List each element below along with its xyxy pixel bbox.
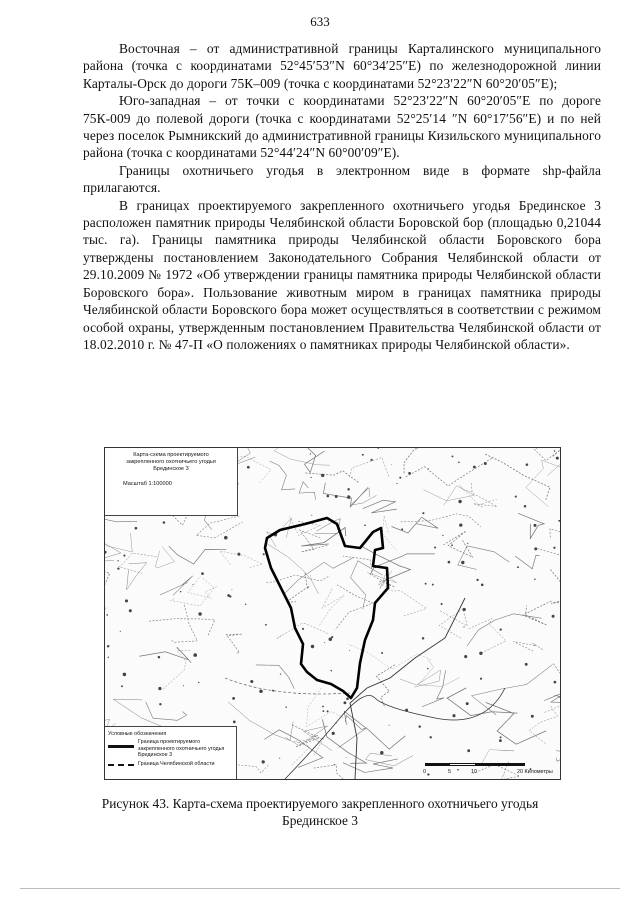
map-settlement-dot	[362, 454, 364, 456]
map-settlement-dot	[233, 721, 236, 724]
map-settlement-dot	[279, 758, 280, 759]
map-road-line	[556, 751, 560, 762]
map-settlement-dot	[428, 468, 429, 469]
map-settlement-dot	[231, 589, 232, 590]
map-settlement-dot	[452, 714, 455, 717]
map-road-line	[270, 461, 295, 490]
map-settlement-dot	[332, 732, 335, 735]
map-settlement-dot	[458, 500, 461, 503]
map-settlement-dot	[311, 645, 314, 648]
map-settlement-dot	[432, 584, 434, 586]
map-road-line	[172, 605, 198, 643]
map-road-line	[366, 753, 414, 766]
map-road-line	[169, 546, 227, 564]
map-road-line	[299, 482, 315, 500]
map-settlement-dot	[484, 462, 487, 465]
map-settlement-dot	[322, 710, 324, 712]
map-road-line	[320, 588, 345, 625]
map-settlement-dot	[224, 536, 228, 540]
figure-caption	[60, 795, 580, 829]
map-road-line	[537, 529, 560, 555]
caption-line-1: Рисунок 43. Карта-схема проектируемого закрепленного охотничьего угодья	[101, 796, 539, 811]
map-settlement-dot	[381, 652, 383, 654]
map-road-line	[439, 609, 467, 639]
map-road-line	[382, 516, 396, 551]
map-title-line-1: Карта-схема проектируемого	[133, 452, 209, 458]
map-road-line	[291, 724, 320, 747]
map-title-line-3: Брединское 3	[153, 466, 189, 472]
map-settlement-dot	[463, 626, 464, 627]
map-settlement-dot	[459, 523, 462, 526]
map-settlement-dot	[125, 599, 128, 602]
map-region-boundary	[225, 678, 350, 694]
map-settlement-dot	[135, 527, 138, 530]
map-settlement-dot	[117, 567, 119, 569]
map-settlement-dot	[347, 488, 349, 490]
map-settlement-dot	[349, 650, 350, 651]
map-settlement-dot	[250, 680, 253, 683]
map-road-line	[139, 647, 191, 663]
map-road-line	[344, 711, 405, 749]
map-road-line	[256, 665, 294, 689]
map-settlement-dot	[129, 609, 132, 612]
map-settlement-dot	[408, 472, 411, 475]
map-settlement-dot	[554, 450, 556, 452]
map-road-line	[405, 458, 492, 486]
map-settlement-dot	[467, 543, 468, 544]
map-settlement-dot	[515, 496, 517, 498]
map-road-line	[550, 570, 560, 604]
map-settlement-dot	[201, 572, 204, 575]
map-settlement-dot	[463, 608, 466, 611]
map-settlement-dot	[473, 466, 476, 469]
map-road-line	[228, 702, 293, 741]
map-road-line	[518, 513, 544, 538]
map-road-line	[267, 518, 292, 547]
map-settlement-dot	[121, 685, 123, 687]
map-road-line	[392, 517, 439, 533]
map-settlement-dot	[378, 448, 379, 449]
map-road-line	[351, 561, 383, 610]
paragraph-nature-monument: В границах проектируемого закрепленного охотничьего угодья Брединское 3 расположен памятник природы Челябинской области Боровской бор (площадью 0,21044 тыс. га). Границы памятника природы Челябинской области Боровского бора утверждены постановлением Законодательного Собрания Челябинской области от 29.10.2009 № 1972 «Об утверждении границы памятника природы Челябинской области Боровского бора». Пользование животным миром в границах памятника природы Челябинской области Боровского бора может осуществляться в соответствии с режимом особой охраны, утвержденным постановлением Правительства Челябинской области от 18.02.2010 г. № 47-П «О положениях о памятниках природы Челябинской области».	[83, 197, 601, 352]
scale-tick-0: 0	[423, 769, 426, 775]
map-settlement-dot	[263, 553, 265, 555]
map-settlement-dot	[448, 561, 451, 564]
map-settlement-dot	[327, 710, 329, 712]
map-settlement-dot	[554, 681, 557, 684]
map-road-line	[163, 650, 191, 689]
map-settlement-dot	[399, 477, 401, 479]
map-settlement-dot	[262, 760, 265, 763]
map-road-line	[526, 448, 560, 461]
map-road-line	[526, 460, 560, 507]
map-settlement-dot	[265, 624, 267, 626]
map-settlement-dot	[327, 495, 330, 498]
legend-region-label: Граница Челябинской области	[138, 760, 215, 767]
map-road-line	[399, 448, 418, 473]
map-settlement-dot	[158, 687, 161, 690]
map-road-line	[171, 578, 215, 606]
map-road-line	[343, 759, 398, 773]
map-road-line	[548, 448, 561, 476]
map-settlement-dot	[105, 551, 107, 554]
map-road-line	[349, 458, 389, 478]
map-settlement-dot	[524, 505, 527, 508]
legend-row-boundary	[108, 739, 233, 758]
legend-boundary-label-1: Граница проектируемого	[138, 739, 201, 746]
map-settlement-dot	[310, 453, 311, 454]
map-road-line	[471, 483, 497, 507]
map-road-line	[105, 532, 132, 552]
map-settlement-dot	[343, 701, 346, 704]
map-settlement-dot	[380, 751, 383, 754]
map-settlement-dot	[237, 553, 240, 556]
map-road-line	[459, 485, 497, 505]
map-road-line	[370, 554, 435, 575]
map-settlement-dot	[389, 725, 390, 726]
map-road-line	[196, 516, 242, 538]
scale-tick-20: 20 Километры	[517, 769, 553, 775]
map-settlement-dot	[434, 547, 436, 549]
map-settlement-dot	[517, 566, 519, 568]
map-settlement-dot	[321, 474, 324, 477]
map-road-line	[379, 582, 427, 616]
map-settlement-dot	[452, 455, 454, 457]
paragraph-shp-files: Границы охотничьего угодья в электронном виде в формате shp-файла прилагаются.	[83, 162, 601, 196]
map-road-line	[283, 557, 354, 594]
map-road-line	[422, 670, 446, 707]
map-settlement-dot	[461, 561, 464, 564]
map-road-line	[266, 543, 318, 594]
map-road-line	[363, 500, 397, 513]
map-settlement-dot	[476, 579, 478, 581]
map-settlement-dot	[322, 706, 324, 708]
map-settlement-dot	[329, 638, 332, 641]
map-road-line	[447, 688, 517, 716]
map-settlement-dot	[451, 544, 453, 546]
paragraph-east-boundary: Восточная – от административной границы Карталинского муниципального района (точка с координатами 52°45′53″N 60°34′25″E) по железнодорожной линии Карталы-Орск до дороги 75К–009 (точка с координатами 52°23′22″N 60°20′05″E);	[83, 41, 601, 91]
map-road-line	[553, 664, 560, 696]
map-road-line	[443, 531, 472, 557]
map-settlement-dot	[227, 594, 230, 597]
map-settlement-dot	[499, 739, 502, 742]
map-road-line	[274, 448, 330, 465]
map-settlement-dot	[556, 457, 559, 460]
paragraph-southwest-boundary: Юго-западная – от точки с координатами 52°23′22″N 60°20′05″E по дороге 75К-009 до полевой дороги (точка с координатами 52°25′14 ″N 60°17′56″E) и по ней через поселок Рымникский до административной границы Кизильского муниципального района (точка с координатами 52°44′24″N 60°00′09″E).	[83, 93, 601, 161]
map-road-line	[146, 702, 187, 721]
map-settlement-dot	[198, 612, 201, 615]
map-settlement-dot	[346, 757, 347, 758]
legend-boundary-label-2: закрепленного охотничьего угодья	[138, 745, 225, 752]
map-road-line	[155, 547, 174, 568]
map-road-line	[467, 614, 542, 646]
map-scheme	[104, 447, 561, 780]
map-road-line	[286, 573, 309, 602]
scale-bar-segment-2	[475, 763, 525, 766]
map-road-line	[423, 486, 474, 505]
map-settlement-dot	[364, 524, 366, 526]
map-settlement-dot	[117, 560, 118, 561]
map-settlement-dot	[534, 547, 537, 550]
map-settlement-dot	[391, 464, 392, 465]
map-settlement-dot	[310, 477, 311, 478]
map-settlement-dot	[418, 725, 420, 727]
map-road-line	[220, 551, 263, 568]
map-road-line	[127, 563, 147, 590]
map-settlement-dot	[401, 528, 403, 530]
map-road-line	[472, 665, 553, 715]
map-settlement-dot	[280, 673, 281, 674]
map-settlement-dot	[302, 628, 304, 630]
legend-boundary-swatch	[108, 745, 134, 748]
map-settlement-dot	[159, 703, 161, 705]
map-settlement-dot	[534, 578, 535, 579]
map-settlement-dot	[467, 749, 470, 752]
legend-boundary-label-3: Брединское 3	[138, 752, 173, 759]
map-road-line	[276, 623, 328, 638]
map-settlement-dot	[552, 615, 555, 618]
map-road-line	[400, 670, 441, 687]
map-road-line	[322, 719, 366, 763]
map-settlement-dot	[430, 736, 432, 738]
map-settlement-dot	[285, 706, 287, 708]
map-settlement-dot	[163, 521, 166, 524]
map-settlement-dot	[310, 575, 311, 576]
scale-tick-5: 5	[448, 769, 451, 775]
page-number: 633	[310, 14, 330, 29]
map-road-line	[367, 571, 396, 589]
map-settlement-dot	[379, 584, 380, 585]
map-settlement-dot	[247, 466, 250, 469]
map-road-line	[401, 514, 481, 527]
map-settlement-dot	[425, 583, 427, 585]
scale-bar-segment-1	[425, 763, 450, 766]
map-settlement-dot	[123, 555, 125, 557]
map-settlement-dot	[331, 636, 333, 638]
map-settlement-dot	[177, 648, 178, 649]
map-road-line	[105, 527, 121, 562]
legend-region-swatch	[108, 764, 134, 766]
map-road-line	[105, 566, 110, 610]
page-bottom-rule	[20, 888, 620, 889]
map-road-line	[305, 471, 358, 482]
map-settlement-dot	[553, 547, 555, 549]
map-settlement-dot	[106, 614, 108, 616]
map-road-line	[147, 619, 215, 636]
map-settlement-dot	[441, 603, 443, 605]
map-settlement-dot	[500, 628, 502, 630]
map-settlement-dot	[481, 583, 484, 586]
map-settlement-dot	[480, 678, 482, 680]
body-text	[83, 40, 601, 353]
map-settlement-dot	[120, 631, 121, 632]
map-settlement-dot	[525, 663, 528, 666]
map-settlement-dot	[370, 459, 372, 461]
map-settlement-dot	[107, 645, 109, 647]
map-settlement-dot	[479, 652, 482, 655]
map-road-line	[529, 706, 557, 744]
map-settlement-dot	[299, 742, 300, 743]
map-settlement-dot	[558, 520, 560, 522]
map-road-line	[418, 659, 460, 687]
map-settlement-dot	[533, 524, 536, 527]
map-settlement-dot	[259, 690, 263, 694]
map-settlement-dot	[108, 657, 109, 658]
map-settlement-dot	[193, 653, 197, 657]
scale-tick-10: 10	[471, 769, 477, 775]
map-settlement-dot	[245, 604, 246, 605]
map-settlement-dot	[180, 591, 181, 592]
map-legend	[105, 726, 237, 779]
map-settlement-dot	[193, 584, 194, 585]
map-settlement-dot	[331, 670, 333, 672]
map-road-line	[335, 585, 373, 630]
map-title-line-2: закрепленного охотничьего угодья	[126, 459, 216, 465]
map-road-line	[544, 690, 560, 703]
legend-heading: Условные обозначения	[108, 731, 167, 737]
map-road-line	[513, 641, 542, 651]
caption-line-2: Брединское 3	[282, 813, 358, 828]
map-settlement-dot	[334, 764, 335, 765]
map-settlement-dot	[335, 495, 338, 498]
map-road-line	[523, 601, 552, 625]
map-title-box	[105, 448, 238, 516]
map-settlement-dot	[158, 656, 161, 659]
map-road-line	[339, 715, 367, 747]
map-settlement-dot	[311, 515, 312, 516]
map-scale-bar	[425, 761, 555, 775]
map-road-line	[458, 546, 509, 570]
map-settlement-dot	[183, 685, 184, 686]
map-railway-line	[350, 598, 465, 779]
map-settlement-dot	[422, 637, 424, 639]
map-road-line	[361, 546, 411, 581]
map-settlement-dot	[442, 535, 443, 536]
map-settlement-dot	[526, 463, 529, 466]
map-settlement-dot	[346, 697, 349, 700]
map-settlement-dot	[500, 736, 502, 738]
map-settlement-dot	[458, 461, 460, 463]
map-settlement-dot	[232, 697, 235, 700]
map-road-line	[486, 703, 546, 745]
map-settlement-dot	[464, 655, 467, 658]
map-settlement-dot	[324, 642, 325, 643]
map-settlement-dot	[347, 496, 350, 499]
map-settlement-dot	[396, 483, 397, 484]
map-settlement-dot	[422, 512, 424, 514]
map-road-line	[484, 453, 550, 499]
map-road-line	[314, 765, 357, 779]
legend-row-region	[108, 761, 233, 767]
map-road-line	[188, 576, 217, 599]
map-settlement-dot	[466, 702, 469, 705]
map-settlement-dot	[531, 715, 534, 718]
map-road-line	[302, 448, 325, 473]
map-road-line	[226, 634, 242, 653]
map-settlement-dot	[198, 682, 199, 683]
map-scale-label: Масштаб 1:100000	[123, 481, 172, 487]
map-settlement-dot	[123, 673, 127, 677]
map-settlement-dot	[427, 668, 429, 670]
